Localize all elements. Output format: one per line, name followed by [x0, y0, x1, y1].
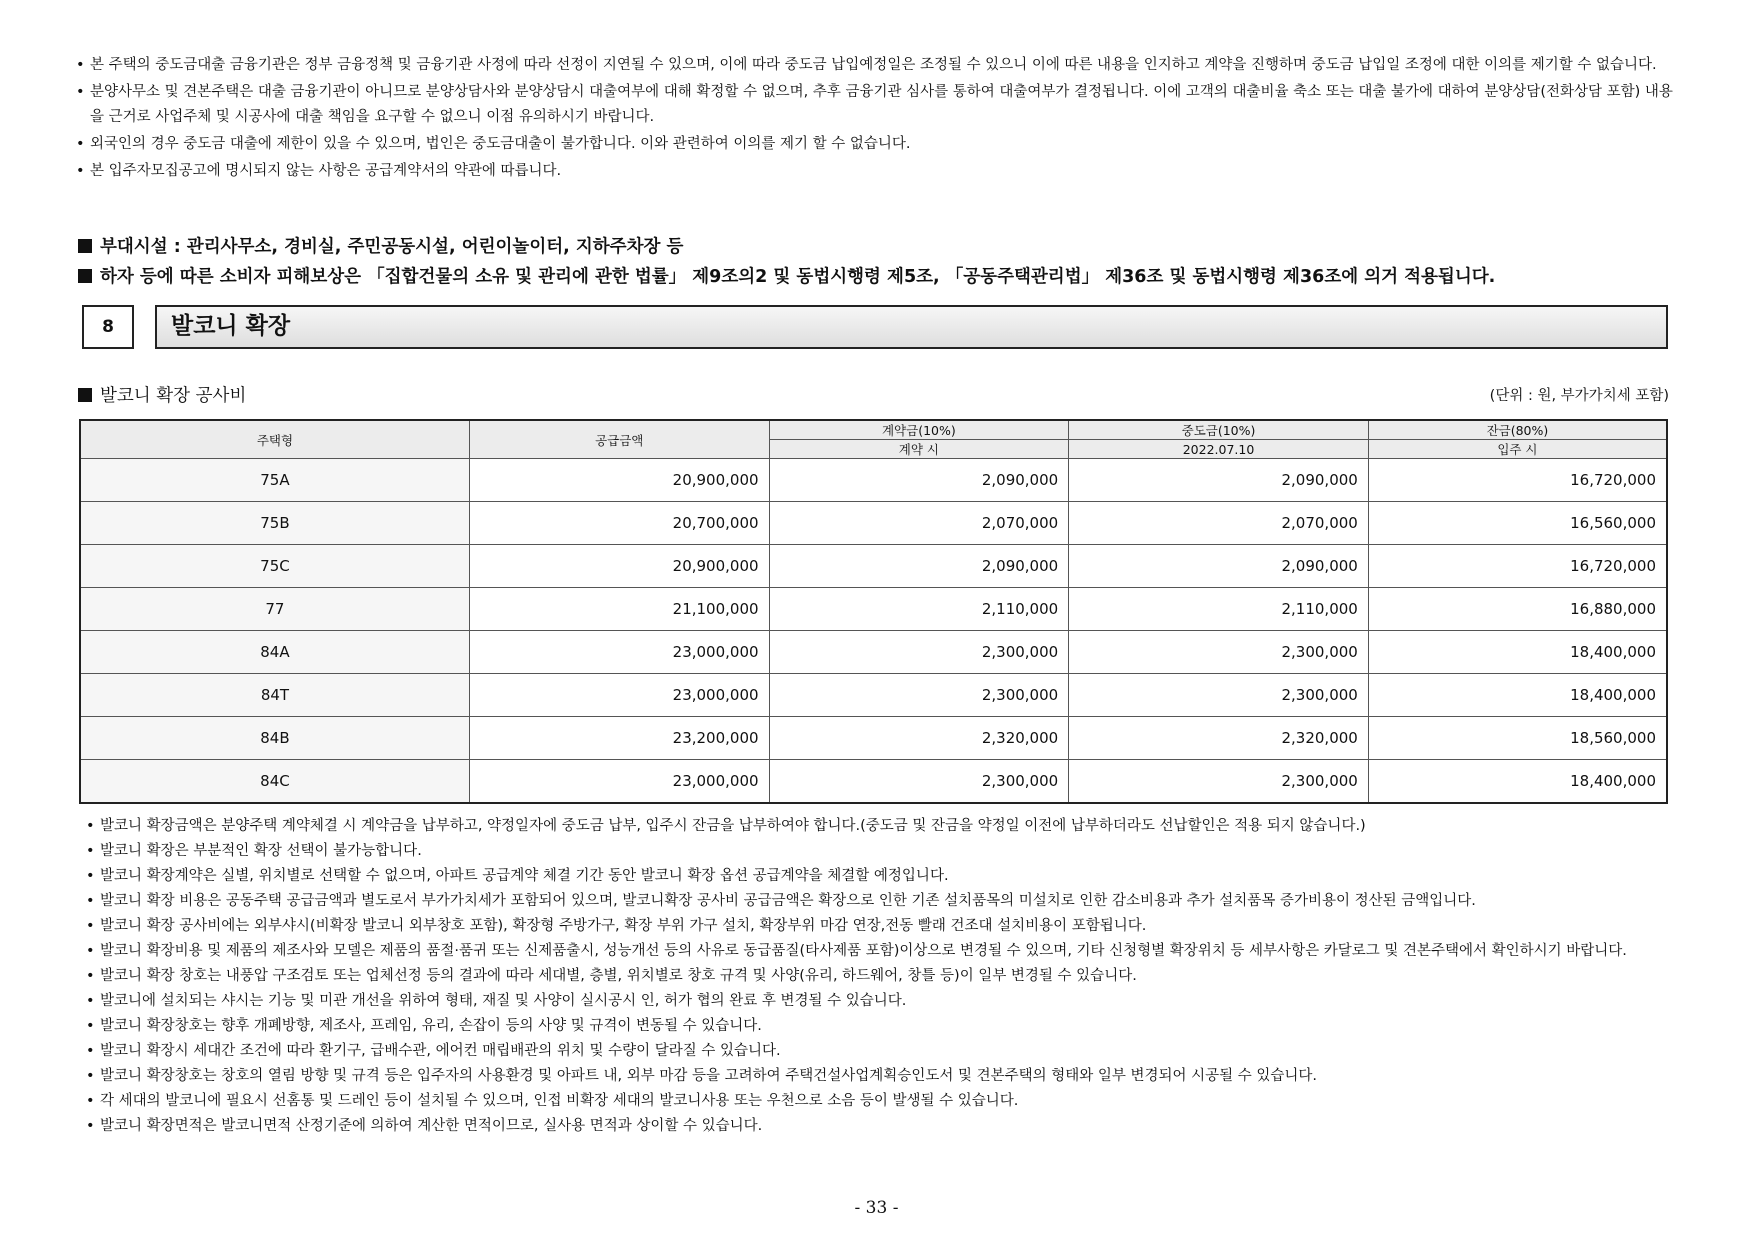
compensation-text: 하자 등에 따른 소비자 피해보상은 「집합건물의 소유 및 관리에 관한 법률」 제9조의2 및 동법시행령 제5조, 「공동주택관리법」 제36조 및 동법시행령 제36조에 의거 적용됩니다. — [100, 267, 1496, 287]
cell-type: 84C — [80, 760, 469, 804]
general-notes-list — [76, 53, 1686, 186]
header-type: 주택형 — [80, 420, 469, 459]
cell-balance: 16,720,000 — [1368, 545, 1667, 588]
unit-note: (단위 : 원, 부가가치세 포함) — [1489, 388, 1669, 404]
table-row — [80, 760, 1667, 804]
header-middle: 중도금(10%) — [1069, 420, 1369, 440]
header-contract-sub: 계약 시 — [769, 440, 1069, 459]
table-row — [80, 588, 1667, 631]
header-middle-sub: 2022.07.10 — [1069, 440, 1369, 459]
note-item: • 발코니 확장비용 및 제품의 제조사와 모델은 제품의 품절·품귀 또는 신제품출시, 성능개선 등의 사유로 동급품질(타사제품 포함)이상으로 변경될 수 있으며, 기타 신청형별 확장위치 등 세부사항은 카달로그 및 견본주택에서 확인하시기 바랍니다. — [86, 939, 1696, 964]
cell-balance: 16,560,000 — [1368, 502, 1667, 545]
cell-middle: 2,110,000 — [1069, 588, 1369, 631]
table-row — [80, 631, 1667, 674]
cell-type: 75A — [80, 459, 469, 502]
cell-middle: 2,300,000 — [1069, 760, 1369, 804]
table-row — [80, 459, 1667, 502]
cell-supply: 23,200,000 — [469, 717, 769, 760]
square-bullet-icon — [78, 388, 92, 402]
cell-contract: 2,110,000 — [769, 588, 1069, 631]
header-contract: 계약금(10%) — [769, 420, 1069, 440]
balcony-cost-table — [79, 419, 1668, 804]
cell-type: 84A — [80, 631, 469, 674]
note-item: • 발코니 확장창호는 창호의 열림 방향 및 규격 등은 입주자의 사용환경 및 아파트 내, 외부 마감 등을 고려하여 주택건설사업계획승인도서 및 견본주택의 형태와 일부 변경되어 시공될 수 있습니다. — [86, 1064, 1696, 1089]
cell-type: 84B — [80, 717, 469, 760]
facilities-text: 부대시설 : 관리사무소, 경비실, 주민공동시설, 어린이놀이터, 지하주차장 등 — [100, 237, 684, 257]
note-item: • 본 주택의 중도금대출 금융기관은 정부 금융정책 및 금융기관 사정에 따라 선정이 지연될 수 있으며, 이에 따라 중도금 납입예정일은 조정될 수 있으니 이에 따른 내용을 인지하고 계약을 진행하며 중도금 납입일 조정에 대한 이의를 제기할 수 없습니다. — [76, 53, 1686, 78]
table-row — [80, 674, 1667, 717]
cell-supply: 23,000,000 — [469, 760, 769, 804]
cell-balance: 18,560,000 — [1368, 717, 1667, 760]
cell-type: 75B — [80, 502, 469, 545]
cell-contract: 2,070,000 — [769, 502, 1069, 545]
cell-contract: 2,320,000 — [769, 717, 1069, 760]
cell-contract: 2,090,000 — [769, 545, 1069, 588]
note-item: • 발코니 확장계약은 실별, 위치별로 선택할 수 없으며, 아파트 공급계약 체결 기간 동안 발코니 확장 옵션 공급계약을 체결할 예정입니다. — [86, 864, 1696, 889]
header-supply: 공급금액 — [469, 420, 769, 459]
cell-balance: 18,400,000 — [1368, 760, 1667, 804]
section-title: 발코니 확장 — [155, 305, 1668, 349]
note-item: • 외국인의 경우 중도금 대출에 제한이 있을 수 있으며, 법인은 중도금대출이 불가합니다. 이와 관련하여 이의를 제기 할 수 없습니다. — [76, 132, 1686, 157]
cell-type: 75C — [80, 545, 469, 588]
note-item: • 본 입주자모집공고에 명시되지 않는 사항은 공급계약서의 약관에 따릅니다. — [76, 159, 1686, 184]
note-item: • 각 세대의 발코니에 필요시 선홈통 및 드레인 등이 설치될 수 있으며, 인접 비확장 세대의 발코니사용 또는 우천으로 소음 등이 발생될 수 있습니다. — [86, 1089, 1696, 1114]
cell-supply: 20,700,000 — [469, 502, 769, 545]
cell-contract: 2,300,000 — [769, 760, 1069, 804]
cell-middle: 2,090,000 — [1069, 459, 1369, 502]
balcony-notes-list — [86, 814, 1696, 1139]
note-item: • 분양사무소 및 견본주택은 대출 금융기관이 아니므로 분양상담사와 분양상담시 대출여부에 대해 확정할 수 없으며, 추후 금융기관 심사를 통하여 대출여부가 결정됩니다. 이에 고객의 대출비율 축소 또는 대출 불가에 대하여 분양상담(전화상담 포함) 내용을 근거로 사업주체 및 시공사에 대출 책임을 요구할 수 없으니 이점 유의하시기 바랍니다. — [76, 80, 1686, 130]
cell-middle: 2,090,000 — [1069, 545, 1369, 588]
cell-supply: 20,900,000 — [469, 545, 769, 588]
cell-contract: 2,300,000 — [769, 674, 1069, 717]
cell-supply: 23,000,000 — [469, 631, 769, 674]
square-bullet-icon — [78, 269, 92, 283]
compensation-line — [78, 263, 1495, 291]
note-item: • 발코니 확장금액은 분양주택 계약체결 시 계약금을 납부하고, 약정일자에 중도금 납부, 입주시 잔금을 납부하여야 합니다.(중도금 및 잔금을 약정일 이전에 납부하더라도 선납할인은 적용 되지 않습니다.) — [86, 814, 1696, 839]
note-item: • 발코니 확장 창호는 내풍압 구조검토 또는 업체선정 등의 결과에 따라 세대별, 층별, 위치별로 창호 규격 및 사양(유리, 하드웨어, 창틀 등)이 일부 변경될 수 있습니다. — [86, 964, 1696, 989]
section-number: 8 — [82, 305, 134, 349]
cell-balance: 18,400,000 — [1368, 674, 1667, 717]
header-balance: 잔금(80%) — [1368, 420, 1667, 440]
cell-balance: 16,720,000 — [1368, 459, 1667, 502]
cell-contract: 2,090,000 — [769, 459, 1069, 502]
cell-balance: 16,880,000 — [1368, 588, 1667, 631]
note-item: • 발코니 확장 공사비에는 외부샤시(비확장 발코니 외부창호 포함), 확장형 주방가구, 확장 부위 가구 설치, 확장부위 마감 연장,전동 빨래 건조대 설치비용이 포함됩니다. — [86, 914, 1696, 939]
cell-middle: 2,320,000 — [1069, 717, 1369, 760]
table-row — [80, 717, 1667, 760]
note-item: • 발코니 확장시 세대간 조건에 따라 환기구, 급배수관, 에어컨 매립배관의 위치 및 수량이 달라질 수 있습니다. — [86, 1039, 1696, 1064]
cell-type: 77 — [80, 588, 469, 631]
cell-middle: 2,300,000 — [1069, 631, 1369, 674]
table-row — [80, 502, 1667, 545]
facilities-line — [78, 233, 683, 261]
note-item: • 발코니에 설치되는 샤시는 기능 및 미관 개선을 위하여 형태, 재질 및 사양이 실시공시 인, 허가 협의 완료 후 변경될 수 있습니다. — [86, 989, 1696, 1014]
note-item: • 발코니 확장창호는 향후 개폐방향, 제조사, 프레임, 유리, 손잡이 등의 사양 및 규격이 변동될 수 있습니다. — [86, 1014, 1696, 1039]
cell-balance: 18,400,000 — [1368, 631, 1667, 674]
note-item: • 발코니 확장면적은 발코니면적 산정기준에 의하여 계산한 면적이므로, 실사용 면적과 상이할 수 있습니다. — [86, 1114, 1696, 1139]
cell-type: 84T — [80, 674, 469, 717]
header-balance-sub: 입주 시 — [1368, 440, 1667, 459]
cell-supply: 20,900,000 — [469, 459, 769, 502]
cell-supply: 23,000,000 — [469, 674, 769, 717]
cell-supply: 21,100,000 — [469, 588, 769, 631]
cost-table-title-text: 발코니 확장 공사비 — [100, 386, 247, 406]
square-bullet-icon — [78, 239, 92, 253]
note-item: • 발코니 확장 비용은 공동주택 공급금액과 별도로서 부가가치세가 포함되어 있으며, 발코니확장 공사비 공급금액은 확장으로 인한 기존 설치품목의 미설치로 인한 감소비용과 추가 설치품목 증가비용이 정산된 금액입니다. — [86, 889, 1696, 914]
table-row — [80, 545, 1667, 588]
page-number: - 33 - — [854, 1198, 899, 1218]
note-item: • 발코니 확장은 부분적인 확장 선택이 불가능합니다. — [86, 839, 1696, 864]
cell-middle: 2,070,000 — [1069, 502, 1369, 545]
cost-table-title — [78, 384, 246, 408]
cell-middle: 2,300,000 — [1069, 674, 1369, 717]
cell-contract: 2,300,000 — [769, 631, 1069, 674]
